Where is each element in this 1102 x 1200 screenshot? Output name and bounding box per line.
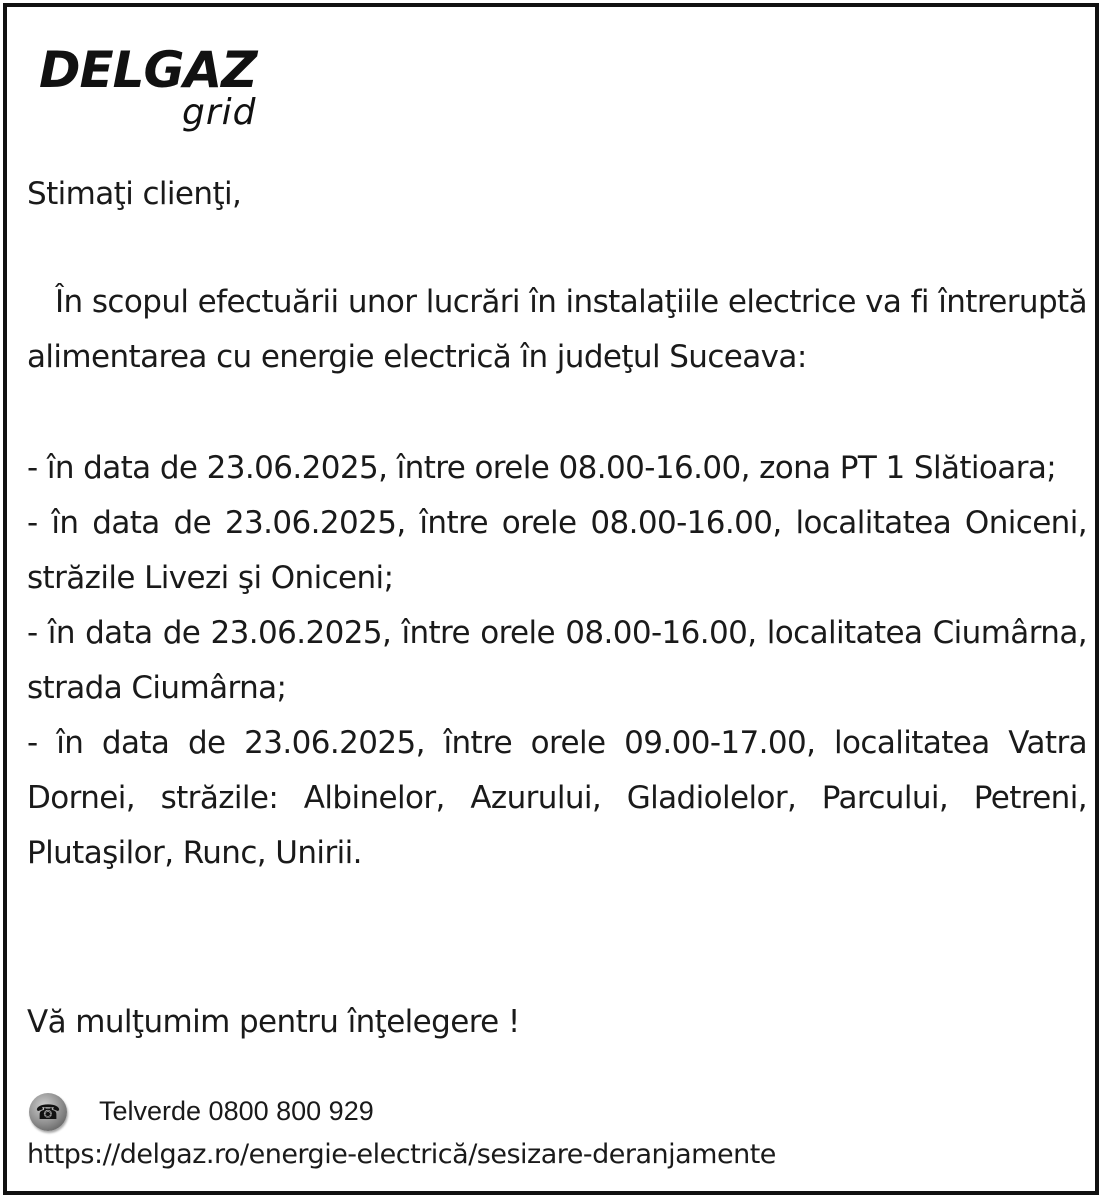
outage-list (27, 441, 1087, 881)
intro-paragraph: În scopul efectuării unor lucrări în instalaţiile electrice va fi întreruptă alimentarea cu energie electrică în judeţul Suceava: (27, 284, 1087, 375)
outage-item: - în data de 23.06.2025, între orele 08.00-16.00, localitatea Ciumârna, strada Ciumârna; (27, 615, 1087, 706)
phone-icon: ☎ (29, 1093, 67, 1131)
thanks-line: Vă mulţumim pentru înţelegere ! (27, 1004, 520, 1040)
delgaz-grid-logo (39, 43, 289, 138)
outage-item: - în data de 23.06.2025, între orele 08.00-16.00, zona PT 1 Slătioara; (27, 450, 1057, 486)
outage-item: - în data de 23.06.2025, între orele 08.00-16.00, localitatea Oniceni, străzile Livezi şi Oniceni; (27, 505, 1087, 596)
notice-frame (3, 3, 1099, 1195)
greeting: Stimaţi clienţi, (27, 176, 242, 212)
telverde-number: Telverde 0800 800 929 (99, 1096, 374, 1126)
logo-wordmark: DELGAZ (39, 41, 257, 99)
logo-subtitle: grid (182, 92, 257, 133)
outage-item: - în data de 23.06.2025, între orele 09.00-17.00, localitatea Vatra Dornei, străzile: Albinelor, Azurului, Gladiolelor, Parcului, Petreni, Plutaşilor, Runc, Unirii. (27, 725, 1087, 871)
report-url[interactable]: https://delgaz.ro/energie-electrică/sesizare-deranjamente (27, 1139, 776, 1170)
